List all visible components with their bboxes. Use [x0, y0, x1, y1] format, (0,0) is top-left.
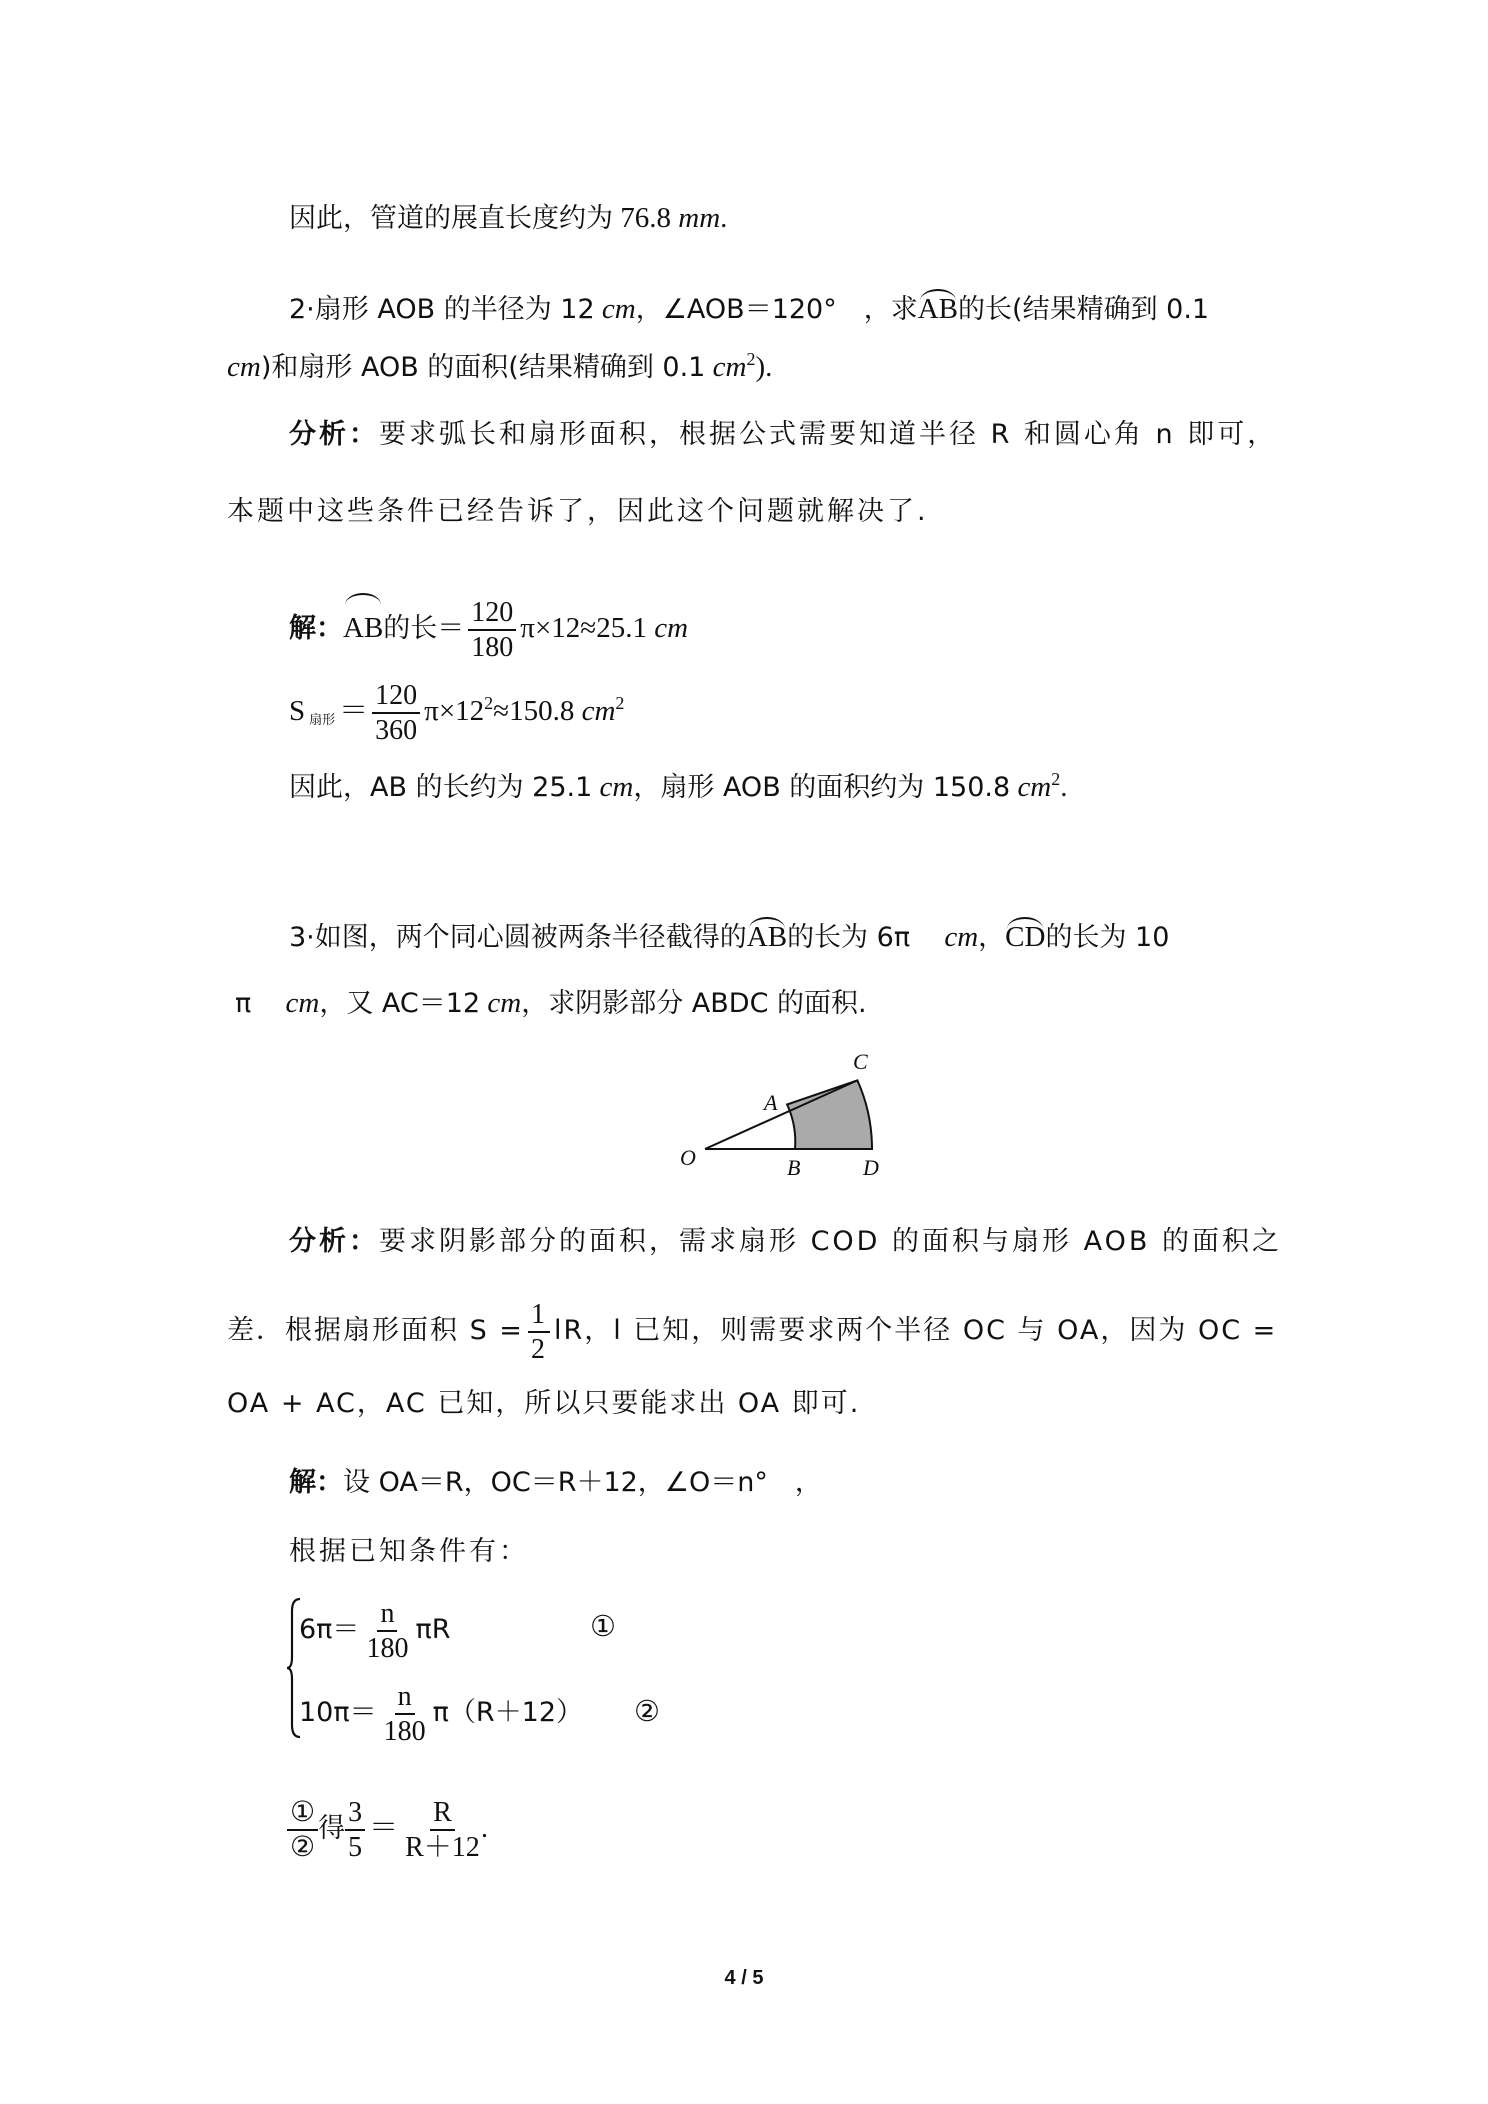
- period: .: [480, 1812, 489, 1844]
- solution-3-line-2: [289, 1532, 529, 1572]
- expression: π×12: [424, 695, 485, 727]
- unit: cm: [712, 351, 747, 383]
- unit: cm: [1017, 771, 1052, 803]
- denominator: 180: [471, 632, 514, 664]
- text: ，: [978, 922, 1006, 953]
- text: ).: [755, 351, 773, 383]
- unit: cm: [285, 987, 320, 1019]
- text: ，∠AOB＝120° ，求: [635, 294, 918, 325]
- question-2-line-1: [289, 289, 1209, 330]
- fraction: [372, 679, 420, 747]
- arc-cd: CD: [1005, 917, 1045, 957]
- solution-3-line-1: [289, 1463, 822, 1503]
- fraction: [468, 596, 516, 664]
- numerator: 120: [468, 596, 516, 631]
- text: lR，l 已知，则需要求两个半径 OC 与 OA，因为 OC =: [553, 1315, 1278, 1346]
- expression: ≈150.8: [493, 695, 575, 727]
- text: 要求弧长和扇形面积，根据公式需要知道半径 R 和圆心角 n 即可，: [379, 419, 1278, 450]
- numerator: n: [377, 1597, 397, 1632]
- text: ，求阴影部分 ABDC 的面积.: [521, 988, 867, 1019]
- text: 设 OA＝R，OC＝R＋12，∠O＝n° ，: [343, 1467, 822, 1498]
- denominator: 360: [375, 715, 418, 747]
- unit: mm: [678, 202, 721, 234]
- solution-2-line-1: [289, 593, 688, 664]
- denominator: 2: [530, 1333, 547, 1365]
- ratio-result: [287, 1791, 488, 1866]
- unit: cm: [601, 293, 636, 325]
- fraction: [402, 1796, 483, 1864]
- text: 根据已知条件有：: [289, 1536, 529, 1567]
- unit: cm: [599, 771, 634, 803]
- numerator: 3: [345, 1796, 365, 1831]
- arc-ab: AB: [343, 593, 383, 663]
- text: 10π＝: [299, 1697, 377, 1728]
- exponent: 2: [746, 349, 756, 369]
- expression: π×12≈25.1: [520, 612, 647, 644]
- solution-label: 解：: [289, 613, 343, 644]
- marker: ①: [590, 1611, 616, 1643]
- text: )和扇形 AOB 的面积(结果精确到 0.1: [260, 352, 706, 383]
- solution-label: 解：: [289, 1467, 343, 1498]
- unit: cm: [227, 351, 261, 383]
- denominator: 5: [348, 1832, 363, 1864]
- fraction: [287, 1796, 318, 1864]
- text: ，扇形 AOB 的面积约为 150.8: [633, 772, 1011, 803]
- exponent: 2: [484, 693, 494, 713]
- text: π: [235, 988, 279, 1019]
- exponent: 2: [1051, 769, 1061, 789]
- marker: ②: [634, 1696, 660, 1728]
- denominator: 180: [383, 1716, 426, 1748]
- text: 因此，AB 的长约为 25.1: [289, 772, 593, 803]
- unit: cm: [944, 921, 979, 953]
- text: 本题中这些条件已经告诉了，因此这个问题就解决了.: [227, 496, 929, 527]
- analysis-label: 分析：: [289, 419, 379, 450]
- question-number: 2·扇形 AOB 的半径为 12: [289, 294, 595, 325]
- text: OA + AC，AC 已知，所以只要能求出 OA 即可.: [227, 1388, 861, 1419]
- equation-1-marker: [590, 1607, 616, 1647]
- text: 得: [318, 1813, 346, 1844]
- label-b: B: [787, 1155, 801, 1180]
- question-3-line-1: [289, 917, 1169, 958]
- fraction: [345, 1796, 365, 1864]
- concentric-sector-figure: [660, 1035, 900, 1200]
- numerator: 1: [528, 1298, 550, 1333]
- fraction: [363, 1597, 411, 1665]
- denominator: 180: [366, 1633, 409, 1665]
- fraction: [528, 1298, 550, 1366]
- label-d: D: [863, 1155, 879, 1180]
- analysis-3-line-1: [289, 1222, 1282, 1262]
- period: .: [1060, 771, 1068, 803]
- shaded-region-abdc: [787, 1080, 872, 1149]
- numerator: n: [395, 1680, 415, 1715]
- text: ，又 AC＝12: [319, 988, 481, 1019]
- unit: cm: [654, 612, 689, 644]
- analysis-label: 分析：: [289, 1226, 379, 1257]
- text: 要求阴影部分的面积，需求扇形 COD 的面积与扇形 AOB 的面积之: [379, 1226, 1282, 1257]
- analysis-2-line-1: [289, 415, 1277, 455]
- denominator: R＋12: [405, 1832, 480, 1864]
- text: 的长为 6π: [787, 922, 938, 953]
- solution-2-conclusion: [289, 767, 1068, 808]
- symbol-s: S: [289, 695, 306, 727]
- conclusion-line: [289, 198, 727, 239]
- fraction: [381, 1680, 429, 1748]
- equals: ＝: [369, 1812, 399, 1844]
- label-a: A: [764, 1090, 778, 1115]
- solution-2-line-2: [289, 676, 624, 756]
- equation-2: [299, 1675, 583, 1750]
- equation-1: [299, 1592, 450, 1667]
- text: 的长(结果精确到 0.1: [958, 294, 1210, 325]
- text: 的长为 10: [1045, 922, 1170, 953]
- value: 76.8: [620, 202, 671, 234]
- numerator: 120: [372, 679, 420, 714]
- label-o: O: [680, 1145, 696, 1170]
- text: 差．根据扇形面积 S =: [227, 1315, 524, 1346]
- text: 的长＝: [383, 613, 465, 644]
- unit: cm: [581, 695, 616, 727]
- question-number: 3·如图，两个同心圆被两条半径截得的: [289, 922, 747, 953]
- exponent: 2: [615, 693, 625, 713]
- analysis-3-line-3: [227, 1384, 860, 1424]
- period: .: [720, 202, 728, 234]
- numerator: R: [430, 1796, 455, 1831]
- text: 6π＝: [299, 1614, 360, 1645]
- equals: ＝: [339, 695, 369, 727]
- numerator: ①: [287, 1796, 318, 1831]
- page-number: 4 / 5: [724, 1967, 764, 1989]
- analysis-2-line-2: [227, 492, 929, 532]
- arc-ab: AB: [918, 289, 958, 329]
- analysis-3-line-2: [227, 1296, 1277, 1366]
- label-c: C: [853, 1049, 868, 1074]
- text: π（R＋12）: [432, 1697, 583, 1728]
- text: πR: [415, 1614, 451, 1645]
- denominator: ②: [290, 1832, 316, 1864]
- text: 因此，管道的展直长度约为: [289, 203, 613, 234]
- arc-ab: AB: [747, 917, 787, 957]
- subscript: 扇形: [309, 713, 336, 728]
- question-3-line-2: [235, 983, 867, 1024]
- unit: cm: [487, 987, 522, 1019]
- question-2-line-2: [227, 347, 772, 388]
- equation-2-marker: [634, 1692, 660, 1732]
